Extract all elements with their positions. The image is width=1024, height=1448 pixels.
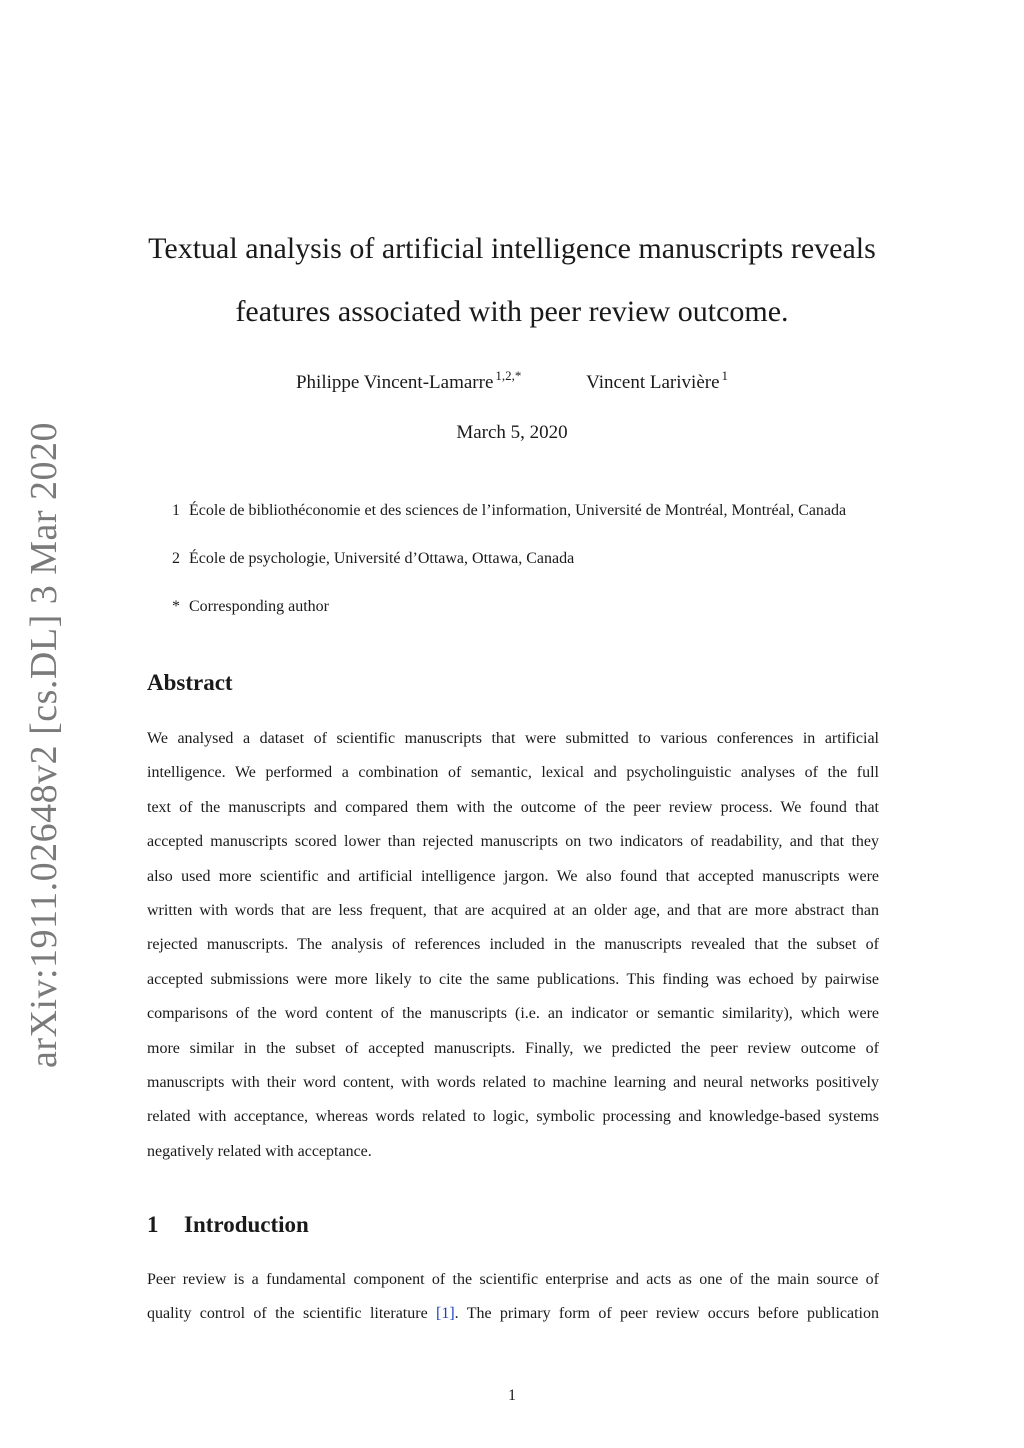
affiliation-mark: 1 [172,502,180,519]
author-name: Vincent Larivière [586,372,720,393]
abstract-line: accepted manuscripts scored lower than rejected manuscripts on two indicators of readability, and that they [147,833,879,851]
abstract-line: written with words that are less frequent, that are acquired at an older age, and that are more abstract than [147,901,879,919]
author-2 [586,368,728,394]
affiliation-mark: * [172,598,180,615]
abstract-line: intelligence. We performed a combination of semantic, lexical and psycholinguistic analyses of the full [147,764,879,782]
abstract-line: manuscripts with their word content, with words related to machine learning and neural networks positively [147,1073,879,1091]
affiliation-text: École de bibliothéconomie et des sciences de l’information, Université de Montréal, Montréal, Canada [189,502,847,519]
author-name: Philippe Vincent-Lamarre [295,372,494,393]
author-affiliation-marks: 1 [721,368,729,383]
abstract-line: more similar in the subset of accepted manuscripts. Finally, we predicted the peer review outcome of [147,1039,879,1057]
author-affiliation-marks: 1,2,* [495,368,522,383]
citation-link[interactable]: [1] [436,1305,455,1323]
affiliation-text: Corresponding author [189,598,329,615]
paper-title-line-1: Textual analysis of artificial intelligence manuscripts reveals [148,232,876,265]
author-list [0,368,1024,394]
section-number: 1 [147,1212,159,1237]
abstract-line: also used more scientific and artificial intelligence jargon. We also found that accepted manuscripts were [147,867,879,885]
paper-title-line-2: features associated with peer review outcome. [235,295,789,328]
publication-date: March 5, 2020 [456,422,568,443]
abstract-line: related with acceptance, whereas words related to logic, symbolic processing and knowledge-based systems [147,1108,879,1126]
abstract-line: negatively related with acceptance. [147,1142,372,1160]
affiliation-2 [172,550,574,568]
introduction-line [147,1304,879,1338]
affiliation-text: École de psychologie, Université d’Ottawa, Ottawa, Canada [189,550,575,567]
introduction-text: quality control of the scientific literature [147,1305,437,1323]
abstract-heading: Abstract [147,670,233,695]
abstract-line: comparisons of the word content of the manuscripts (i.e. an indicator or semantic similarity), which were [147,1005,879,1023]
page-number: 1 [508,1387,516,1404]
introduction-body [147,1270,879,1339]
corresponding-author-note [172,598,329,616]
abstract-line: We analysed a dataset of scientific manuscripts that were submitted to various conferences in artificial [147,730,879,747]
affiliation-mark: 2 [172,550,180,567]
abstract-line: accepted submissions were more likely to cite the same publications. This finding was echoed by pairwise [147,970,879,988]
arxiv-identifier-stamp: arXiv:1911.02648v2 [cs.DL] 3 Mar 2020 [23,421,65,1069]
abstract-body [147,729,879,1176]
affiliation-1 [172,502,846,520]
introduction-text: . The primary form of peer review occurs before publication [454,1305,880,1323]
introduction-heading [147,1212,309,1238]
abstract-line: rejected manuscripts. The analysis of references included in the manuscripts revealed that the subset of [147,936,879,954]
section-title: Introduction [184,1212,309,1237]
abstract-line: text of the manuscripts and compared them with the outcome of the peer review process. We found that [147,798,879,816]
author-1 [296,368,521,394]
introduction-line: Peer review is a fundamental component of the scientific enterprise and acts as one of the main source of [147,1271,879,1288]
